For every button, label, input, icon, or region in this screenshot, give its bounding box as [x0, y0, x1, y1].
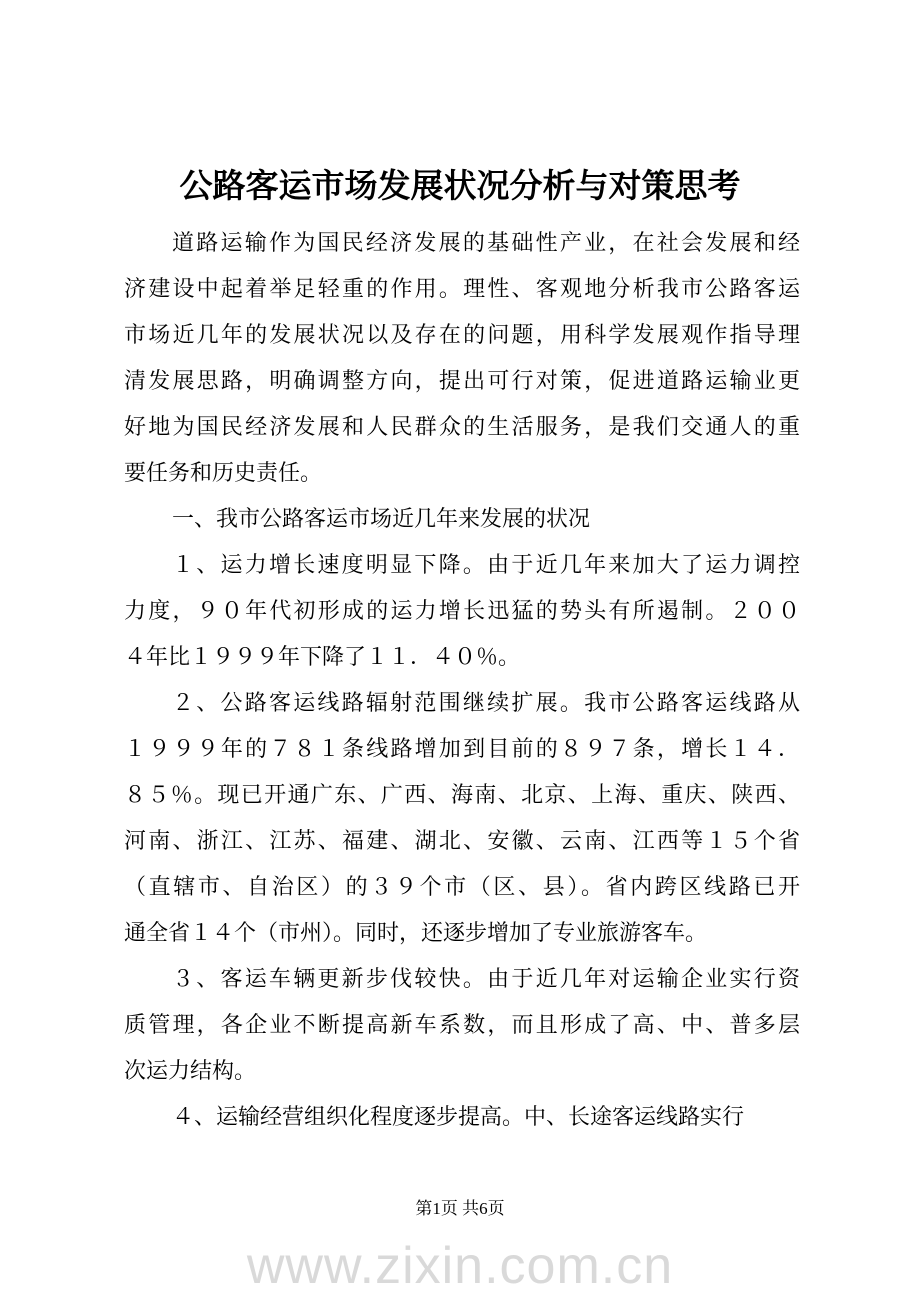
document-title: 公路客运市场发展状况分析与对策思考 — [179, 166, 741, 205]
paragraph-line: ８５％。现已开通广东、广西、海南、北京、上海、重庆、陕西、 — [124, 782, 800, 807]
paragraph-line: 道路运输作为国民经济发展的基础性产业，在社会发展和经 — [172, 230, 800, 255]
paragraph — [124, 220, 800, 496]
paragraph — [124, 956, 800, 1094]
page-footer: 第1页 共6页 — [415, 1199, 505, 1218]
paragraph-line: 济建设中起着举足轻重的作用。理性、客观地分析我市公路客运 — [124, 276, 800, 301]
paragraph-line: （直辖市、自治区）的３９个市（区、县）。省内跨区线路已开 — [124, 874, 800, 899]
paragraph — [124, 1094, 800, 1140]
paragraph-line: 清发展思路，明确调整方向，提出可行对策，促进道路运输业更 — [124, 368, 800, 393]
paragraph-line: ４、运输经营组织化程度逐步提高。中、长途客运线路实行 — [172, 1104, 745, 1129]
paragraph-line: 通全省１４个（市州）。同时，还逐步增加了专业旅游客车。 — [124, 920, 708, 945]
paragraph-line: 市场近几年的发展状况以及存在的问题，用科学发展观作指导理 — [124, 322, 800, 347]
paragraph — [124, 496, 800, 542]
document-body — [124, 220, 800, 1140]
paragraph-line: １９９９年的７８１条线路增加到目前的８９７条，增长１４． — [124, 736, 800, 761]
paragraph-line: 好地为国民经济发展和人民群众的生活服务，是我们交通人的重 — [124, 414, 800, 439]
watermark: www.zixin.com.cn — [246, 1237, 674, 1295]
paragraph-line: 要任务和历史责任。 — [124, 460, 323, 485]
paragraph-line: 质管理，各企业不断提高新车系数，而且形成了高、中、普多层 — [124, 1012, 800, 1037]
paragraph-line: １、运力增长速度明显下降。由于近几年来加大了运力调控 — [172, 552, 800, 577]
paragraph-line: 一、我市公路客运市场近几年来发展的状况 — [172, 506, 591, 531]
paragraph-line: 河南、浙江、江苏、福建、湖北、安徽、云南、江西等１５个省 — [124, 828, 800, 853]
paragraph-line: 力度，９０年代初形成的运力增长迅猛的势头有所遏制。２００ — [124, 598, 800, 623]
paragraph-line: ２、公路客运线路辐射范围继续扩展。我市公路客运线路从 — [172, 690, 800, 715]
paragraph — [124, 680, 800, 956]
paragraph-line: 次运力结构。 — [124, 1058, 257, 1083]
paragraph-line: ４年比１９９９年下降了１１．４０％。 — [124, 644, 521, 669]
paragraph — [124, 542, 800, 680]
paragraph-line: ３、客运车辆更新步伐较快。由于近几年对运输企业实行资 — [172, 966, 800, 991]
